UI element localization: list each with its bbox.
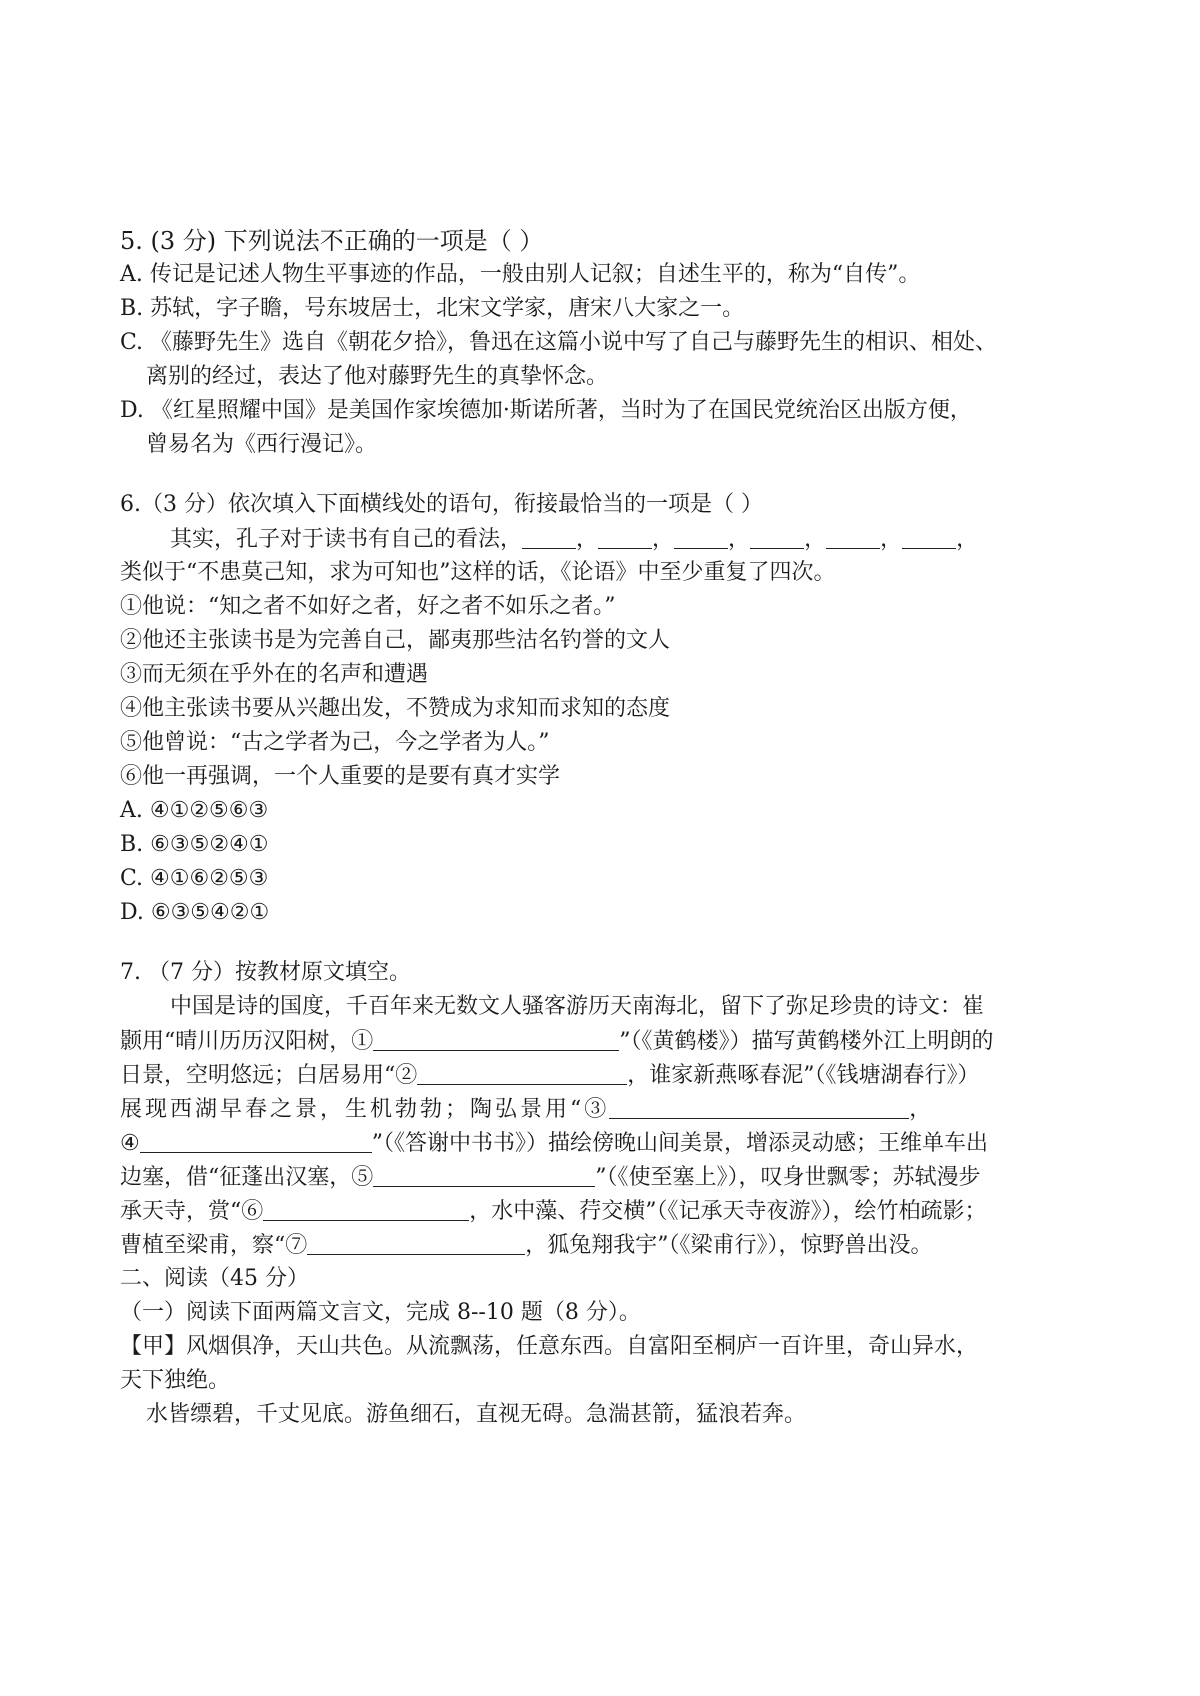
q7-line2 — [120, 1024, 1104, 1059]
q7-line5 — [120, 1126, 1104, 1161]
q7-line1: 中国是诗的国度，千百年来无数文人骚客游历天南海北，留下了弥足珍贵的诗文：崔 — [170, 994, 985, 1019]
part2-instruction: （一）阅读下面两篇文言文，完成 8--10 题（8 分）。 — [120, 1300, 641, 1325]
q7-text: 承天寺，赏“⑥ — [120, 1199, 264, 1224]
q6-passage-line2: 类似于“不患莫己知，求为可知也”这样的话，《论语》中至少重复了四次。 — [120, 560, 836, 585]
q6-passage-text: 其实，孔子对于读书有自己的看法， — [170, 527, 523, 552]
q6-item-1: ①他说：“知之者不如好之者，好之者不如乐之者。” — [120, 594, 616, 619]
q5-option-c-line1: C. 《藤野先生》选自《朝花夕拾》，鲁迅在这篇小说中写了自己与藤野先生的相识、相处、 — [120, 330, 998, 355]
q5-option-d-line2: 曾易名为《西行漫记》。 — [146, 432, 378, 457]
q6-blank-6 — [902, 522, 956, 549]
q7-blank-6 — [263, 1194, 469, 1221]
q7-text: 日景，空明悠远；白居易用“② — [120, 1063, 418, 1088]
q6-option-c: C. ④①⑥②⑤③ — [120, 866, 269, 891]
q5-option-a: A. 传记是记述人物生平事迹的作品，一般由别人记叙；自述生平的，称为“自传”。 — [120, 262, 921, 287]
comma: ， — [576, 527, 599, 552]
q7-line4 — [120, 1092, 1104, 1127]
q7-text: ”（《答谢中书书》）描绘傍晚山间美景，增添灵动感；王维单车出 — [371, 1131, 988, 1156]
q5-stem: 5. (3 分) 下列说法不正确的一项是（ ） — [120, 227, 544, 255]
q6-item-6: ⑥他一再强调，一个人重要的是要有真才实学 — [120, 764, 561, 789]
q7-text: ，水中藻、荇交横”（《记承天寺夜游》），绘竹柏疏影； — [469, 1199, 987, 1224]
part2-title: 二、阅读（45 分） — [120, 1266, 309, 1291]
passage-jia-line2: 天下独绝。 — [120, 1368, 231, 1393]
q6-option-b: B. ⑥③⑤②④① — [120, 832, 269, 857]
q7-blank-1 — [373, 1024, 619, 1051]
q6-stem: 6.（3 分）依次填入下面横线处的语句，衔接最恰当的一项是（ ） — [120, 492, 763, 517]
q6-option-d: D. ⑥③⑤④②① — [120, 900, 270, 925]
q6-item-3: ③而无须在乎外在的名声和遭遇 — [120, 662, 429, 687]
comma: ， — [956, 527, 979, 552]
q5-option-b: B. 苏轼，字子瞻，号东坡居士，北宋文学家，唐宋八大家之一。 — [120, 296, 745, 321]
comma: ， — [804, 527, 827, 552]
q6-passage-line1 — [170, 522, 1104, 557]
q7-text: ”（《黄鹤楼》）描写黄鹤楼外江上明朗的 — [619, 1029, 994, 1054]
q5-option-c-line2: 离别的经过，表达了他对藤野先生的真挚怀念。 — [146, 364, 609, 389]
q6-item-5: ⑤他曾说：“古之学者为己，今之学者为人。” — [120, 730, 550, 755]
q6-blank-3 — [674, 522, 728, 549]
q6-item-4: ④他主张读书要从兴趣出发，不赞成为求知而求知的态度 — [120, 696, 671, 721]
q7-line3 — [120, 1058, 1104, 1093]
q7-stem: 7. （7 分）按教材原文填空。 — [120, 960, 411, 985]
passage-jia-line1: 【甲】风烟俱净，天山共色。从流飘荡，任意东西。自富阳至桐庐一百许里，奇山异水， — [120, 1334, 979, 1359]
q7-line6 — [120, 1160, 1104, 1195]
q7-blank-7 — [307, 1228, 525, 1255]
q7-line8 — [120, 1228, 1104, 1263]
q7-text: ，谁家新燕啄春泥”（《钱塘湖春行》） — [627, 1063, 980, 1088]
comma: ， — [880, 527, 903, 552]
comma: ， — [652, 527, 675, 552]
q7-blank-5 — [373, 1160, 595, 1187]
q6-option-a: A. ④①②⑤⑥③ — [120, 798, 269, 823]
q7-blank-2 — [417, 1058, 627, 1085]
comma: ， — [728, 527, 751, 552]
q7-text: 颢用“晴川历历汉阳树，① — [120, 1029, 374, 1054]
q7-line7 — [120, 1194, 1104, 1229]
q7-text: 边塞，借“征蓬出汉塞，⑤ — [120, 1165, 374, 1190]
q6-blank-5 — [826, 522, 880, 549]
q7-text: ，狐兔翔我宇”（《梁甫行》），惊野兽出没。 — [525, 1233, 933, 1258]
q7-blank-3 — [609, 1092, 909, 1119]
q7-blank-4 — [140, 1126, 372, 1153]
q7-text: ， — [909, 1097, 935, 1122]
q7-text: ④ — [120, 1131, 140, 1156]
q7-text: 曹植至梁甫，察“⑦ — [120, 1233, 308, 1258]
passage-jia-line3: 水皆缥碧，千丈见底。游鱼细石，直视无碍。急湍甚箭，猛浪若奔。 — [146, 1402, 807, 1427]
q7-text: 展现西湖早春之景，生机勃勃；陶弘景用“③ — [120, 1097, 610, 1122]
q6-item-2: ②他还主张读书是为完善自己，鄙夷那些沽名钓誉的文人 — [120, 628, 671, 653]
q5-option-d-line1: D. 《红星照耀中国》是美国作家埃德加·斯诺所著，当时为了在国民党统治区出版方便， — [120, 398, 972, 423]
q6-blank-2 — [598, 522, 652, 549]
q7-text: ”（《使至塞上》），叹身世飘零；苏轼漫步 — [595, 1165, 981, 1190]
q6-blank-1 — [522, 522, 576, 549]
q6-blank-4 — [750, 522, 804, 549]
